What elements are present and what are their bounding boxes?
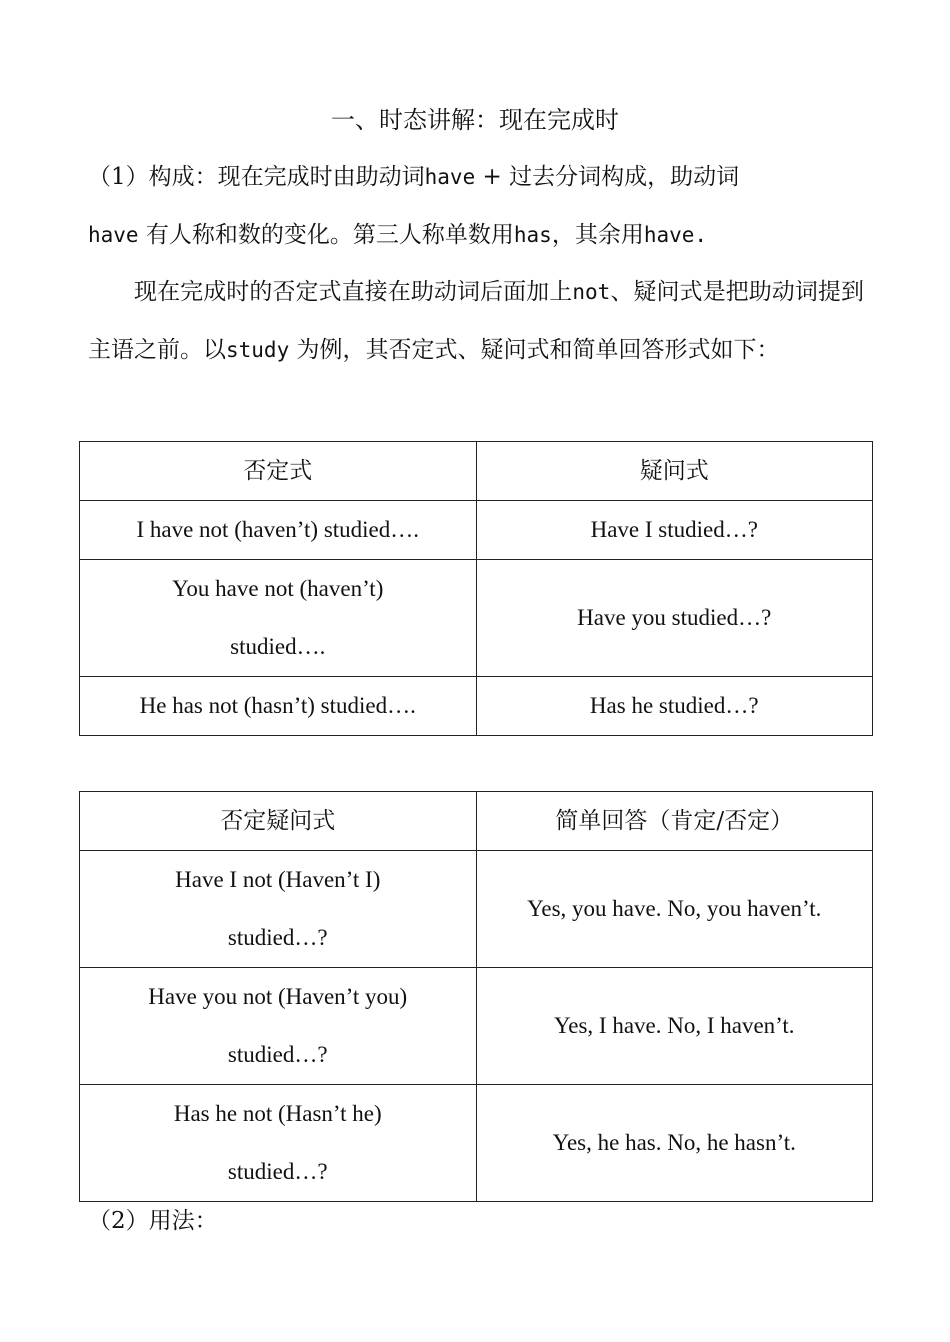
has-word: has bbox=[513, 222, 552, 247]
negative-question-line-2: studied…? bbox=[227, 925, 328, 950]
short-answer-cell: Yes, he has. No, he hasn’t. bbox=[476, 1085, 873, 1202]
table-row bbox=[80, 851, 873, 968]
have-word: have bbox=[424, 165, 476, 189]
negation-paragraph bbox=[88, 264, 864, 379]
negative-question-cell bbox=[80, 851, 477, 968]
not-word: not bbox=[572, 280, 611, 304]
negation-text-b: 、疑问式是把助动词提到主语之前。以 bbox=[88, 279, 865, 363]
table-row bbox=[80, 968, 873, 1085]
have-word: have. bbox=[643, 222, 708, 247]
negation-text-a: 现在完成时的否定式直接在助动词后面加上 bbox=[134, 279, 573, 305]
negative-question-line-2: studied…? bbox=[227, 1042, 328, 1067]
negative-question-line-2: studied…? bbox=[227, 1159, 328, 1184]
formation-mid: 有人称和数的变化。第三人称单数用 bbox=[138, 221, 514, 248]
negative-line-2: studied…. bbox=[230, 634, 326, 659]
negative-question-line-1: Have you not (Haven’t you) bbox=[148, 984, 408, 1009]
usage-heading: （2）用法： bbox=[88, 1208, 218, 1234]
formation-lead: （1）构成：现在完成时由助动词 bbox=[88, 164, 425, 190]
negation-text-c: 为例，其否定式、疑问式和简单回答形式如下： bbox=[289, 336, 780, 363]
table-header-row bbox=[80, 442, 873, 501]
header-short-answer: 简单回答（肯定/否定） bbox=[476, 792, 873, 851]
negative-cell: He has not (hasn’t) studied…. bbox=[80, 677, 477, 736]
negative-question-line-1: Have I not (Haven’t I) bbox=[175, 867, 381, 892]
header-question: 疑问式 bbox=[476, 442, 873, 501]
negative-question-table bbox=[79, 441, 873, 736]
negative-question-cell bbox=[80, 968, 477, 1085]
table-row bbox=[80, 677, 873, 736]
formation-paragraph bbox=[88, 149, 864, 264]
have-word: have bbox=[88, 222, 139, 247]
negative-cell bbox=[80, 560, 477, 677]
question-cell: Has he studied…? bbox=[476, 677, 873, 736]
table-header-row bbox=[80, 792, 873, 851]
page-title: 一、时态讲解：现在完成时 bbox=[331, 106, 619, 134]
formation-mid2: ，其余用 bbox=[551, 221, 644, 248]
table-row bbox=[80, 1085, 873, 1202]
study-word: study bbox=[226, 337, 290, 362]
header-negative-question: 否定疑问式 bbox=[80, 792, 477, 851]
short-answer-cell: Yes, you have. No, you haven’t. bbox=[476, 851, 873, 968]
question-cell: Have you studied…? bbox=[476, 560, 873, 677]
negative-cell: I have not (haven’t) studied…. bbox=[80, 501, 477, 560]
table-row bbox=[80, 501, 873, 560]
short-answer-cell: Yes, I have. No, I haven’t. bbox=[476, 968, 873, 1085]
negative-question-answer-table bbox=[79, 791, 873, 1202]
negative-question-line-1: Has he not (Hasn’t he) bbox=[173, 1101, 382, 1126]
question-cell: Have I studied…? bbox=[476, 501, 873, 560]
negative-question-cell bbox=[80, 1085, 477, 1202]
table-row bbox=[80, 560, 873, 677]
header-negative: 否定式 bbox=[80, 442, 477, 501]
negative-line-1: You have not (haven’t) bbox=[172, 576, 384, 601]
formation-plus: + 过去分词构成，助动词 bbox=[475, 164, 740, 190]
